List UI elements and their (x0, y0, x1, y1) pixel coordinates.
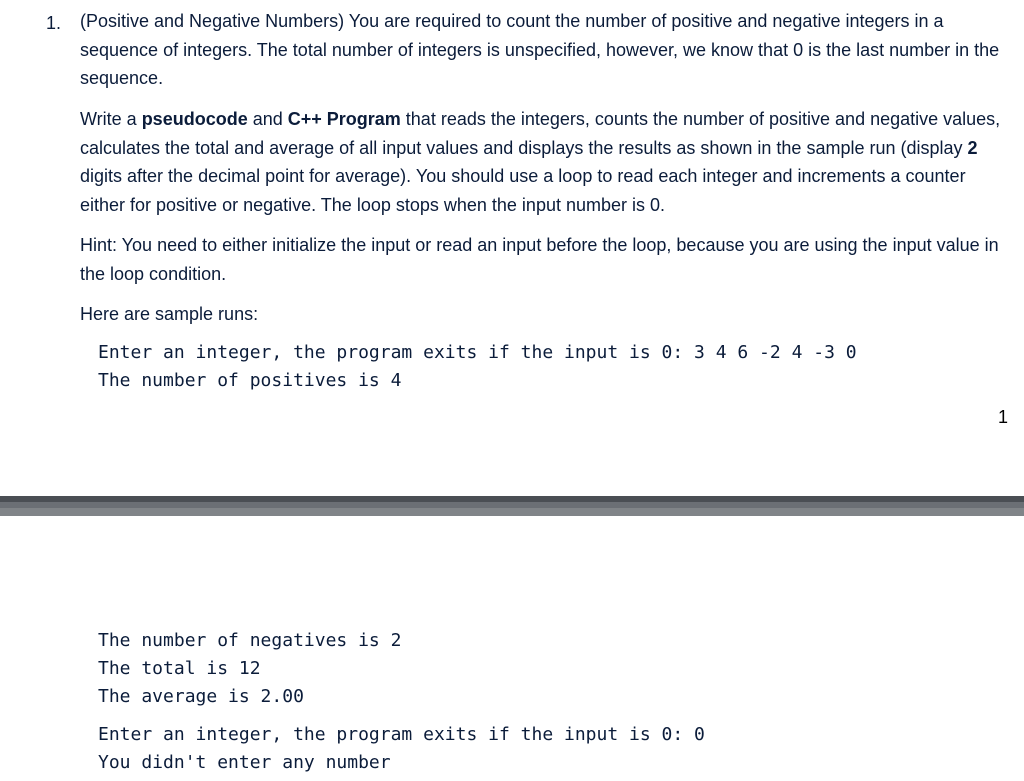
question-hint: Hint: You need to either initialize the input or read an input before the loop, because you are using the input value in the loop condition. (80, 235, 999, 284)
page-break-divider (0, 496, 1024, 516)
sample-run-1-line-5: The average is 2.00 (98, 686, 304, 707)
sample-run-1-line-2: The number of positives is 4 (98, 370, 402, 391)
sample-run-1-line-3: The number of negatives is 2 (98, 630, 402, 651)
task-bold-digits: 2 (967, 137, 978, 158)
question-task (80, 105, 1010, 219)
question-number: 1. (46, 13, 62, 33)
sample-run-2-line-2: You didn't enter any number (98, 752, 391, 773)
task-bold-cpp: C++ Program (287, 109, 401, 129)
page-number: 1 (997, 407, 1008, 427)
sample-run-1-line-1: Enter an integer, the program exits if the input is 0: 3 4 6 -2 4 -3 0 (98, 342, 857, 363)
sample-run-1-line-4: The total is 12 (98, 658, 261, 679)
task-mid1: and (247, 109, 288, 129)
sample-run-2-line-1: Enter an integer, the program exits if the input is 0: 0 (98, 724, 705, 745)
task-suffix: digits after the decimal point for average). You should use a loop to read each integer and increments a counter either for positive or negative. The loop stops when the input number is 0. (80, 166, 966, 215)
task-bold-pseudocode: pseudocode (141, 109, 248, 129)
sample-runs-intro: Here are sample runs: (80, 304, 259, 324)
question-intro: (Positive and Negative Numbers) You are required to count the number of positive and negative integers in a sequence of integers. The total number of integers is unspecified, however, we know that 0 is the last number in the sequence. (80, 11, 1000, 88)
task-mid2: that reads the integers, counts the number of positive and negative values, calculates the total and average of all input values and displays the results as shown in the sample run (display (80, 109, 1001, 158)
task-prefix: Write a (80, 109, 142, 129)
